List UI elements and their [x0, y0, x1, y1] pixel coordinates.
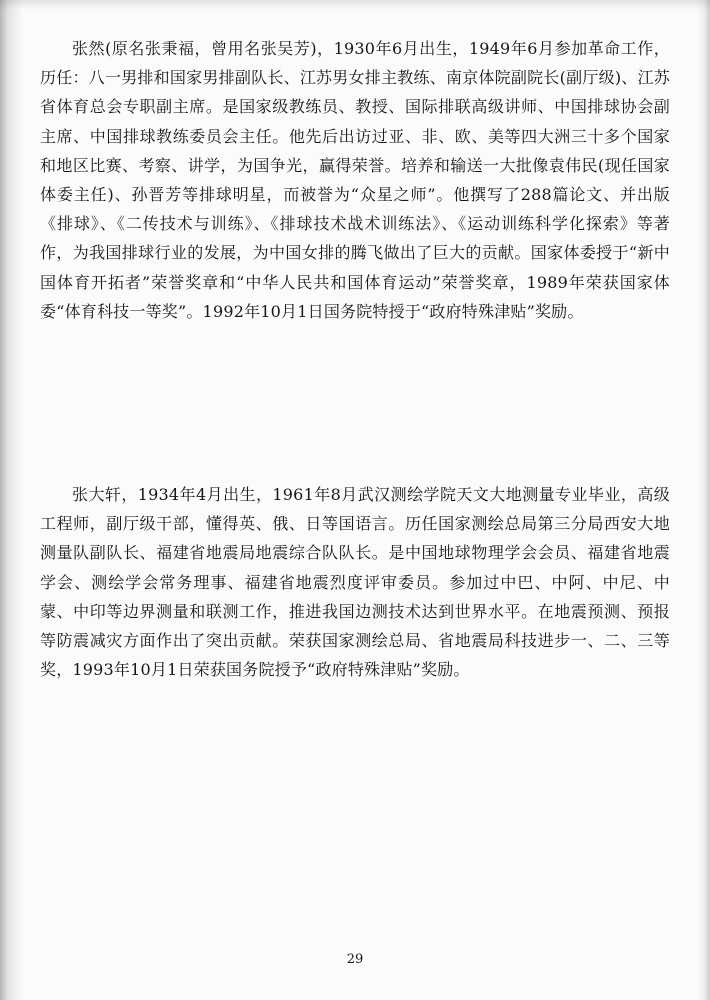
biography-paragraph-zhang-daxuan: 张大轩，1934年4月出生，1961年8月武汉测绘学院天文大地测量专业毕业，高级工程师，副厅级干部，懂得英、俄、日等国语言。历任国家测绘总局第三分局西安大地测量队副队长、福建省地震局地震综合队队长。是中国地球物理学会会员、福建省地震学会、测绘学会常务理事、福建省地震烈度评审委员。参加过中巴、中阿、中尼、中蒙、中印等边界测量和联测工作，推进我国边测技术达到世界水平。在地震预测、预报等防震减灾方面作出了突出贡献。荣获国家测绘总局、省地震局科技进步一、二、三等奖，1993年10月1日荣获国务院授予“政府特殊津贴”奖励。	[40, 485, 670, 680]
biography-paragraph-zhang-ran: 张然(原名张秉福，曾用名张吴芳)，1930年6月出生，1949年6月参加革命工作，历任：八一男排和国家男排副队长、江苏男女排主教练、南京体院副院长(副厅级)、江苏省体育总会专职副主席。是国家级教练员、教授、国际排联高级讲师、中国排球协会副主席、中国排球教练委员会主任。他先后出访过亚、非、欧、美等四大洲三十多个国家和地区比赛、考察、讲学，为国争光，赢得荣誉。培养和输送一大批像袁伟民(现任国家体委主任)、孙晋芳等排球明星，而被誉为“众星之师”。他撰写了288篇论文、并出版《排球》、《二传技术与训练》、《排球技术战术训练法》、《运动训练科学化探索》等著作，为我国排球行业的发展，为中国女排的腾飞做出了巨大的贡献。国家体委授于“新中国体育开拓者”荣誉奖章和“中华人民共和国体育运动”荣誉奖章，1989年荣获国家体委“体育科技一等奖”。1992年10月1日国务院特授于“政府特殊津贴”奖励。	[40, 39, 670, 321]
scan-shadow-top	[0, 0, 710, 10]
scan-shadow-left	[0, 0, 22, 1000]
scan-shadow-right	[696, 0, 710, 1000]
page-number: 29	[346, 952, 364, 967]
